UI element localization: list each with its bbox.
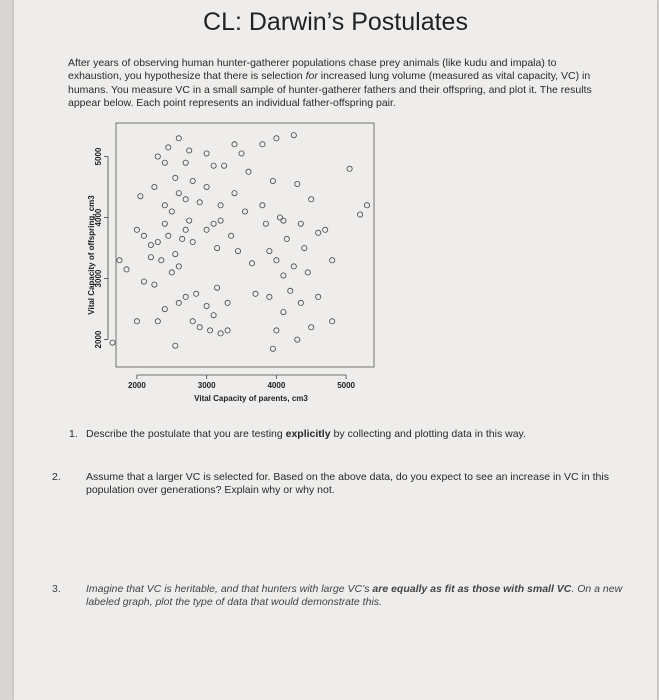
question-1-text-a: Describe the postulate that you are testing xyxy=(86,428,286,440)
intro-text-1: After years of observing human hunter-gatherer populations chase prey animals (like kudu and impala) to exhaustion, you hypothesize that there is selection xyxy=(68,57,557,83)
question-2 xyxy=(52,471,626,498)
x-tick-label: 5000 xyxy=(337,381,356,390)
x-axis-label: Vital Capacity of parents, cm3 xyxy=(194,394,308,403)
intro-italic: for xyxy=(305,70,318,83)
question-2-text: Assume that a larger VC is selected for. Based on the above data, do you expect to see an increase in VC in this population over generations? Explain why or why not. xyxy=(86,471,609,497)
y-axis-label: Vital Capacity of offspring, cm3 xyxy=(87,195,96,315)
question-1 xyxy=(69,428,609,441)
question-1-text-b: by collecting and plotting data in this way. xyxy=(330,428,526,440)
question-3-text-b: . On a new labeled graph, plot the type of data that would demonstrate this. xyxy=(86,583,623,609)
page-title: CL: Darwin’s Postulates xyxy=(203,8,468,36)
worksheet-page xyxy=(14,0,657,700)
y-tick-label: 5000 xyxy=(94,147,103,166)
question-1-bold: explicitly xyxy=(285,428,331,440)
scatter-plot xyxy=(54,115,384,410)
x-tick-label: 3000 xyxy=(197,381,216,390)
intro-text-2: increased lung volume (measured as vital capacity, VC) in humans. You measure VC in a small sample of hunter-gatherer fathers and their offspring, and plot it. The results appear below. Each point represents an individual father-offspring pair. xyxy=(68,70,592,109)
y-tick-label: 3000 xyxy=(94,269,103,288)
question-1-number: 1. xyxy=(69,428,78,440)
question-3-text-a: Imagine that VC is heritable, and that hunters with large VC’s xyxy=(86,583,373,595)
question-2-number: 2. xyxy=(52,471,61,483)
y-tick-label: 2000 xyxy=(94,330,103,349)
question-3-number: 3. xyxy=(52,583,61,595)
intro-paragraph xyxy=(68,57,608,110)
x-tick-label: 2000 xyxy=(128,381,146,390)
y-tick-label: 4000 xyxy=(94,208,103,227)
question-3 xyxy=(52,583,626,610)
x-tick-label: 4000 xyxy=(267,381,286,390)
question-3-bold: are equally as fit as those with small VC xyxy=(372,583,572,595)
